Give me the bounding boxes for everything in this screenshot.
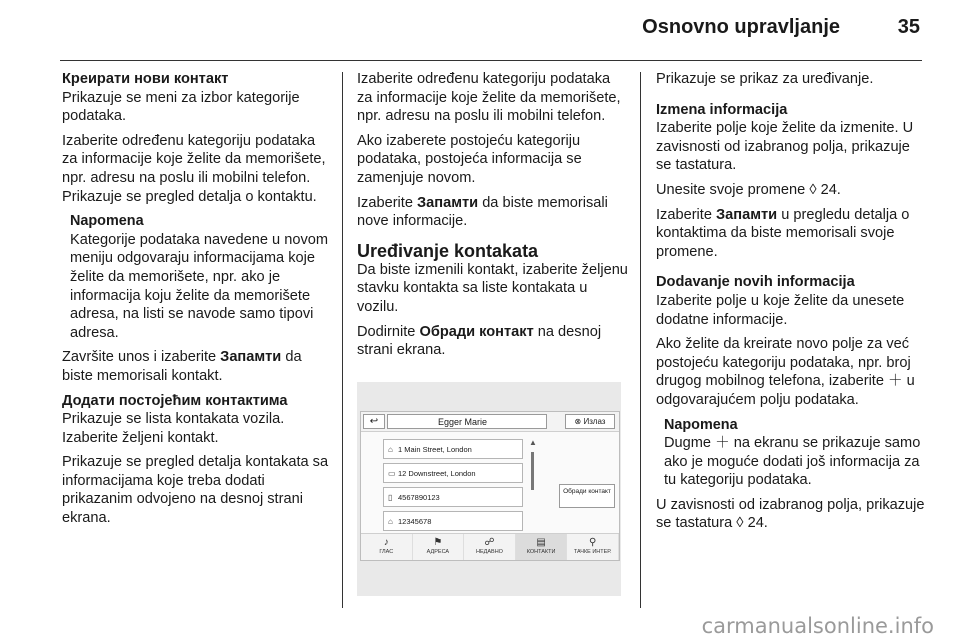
text: na desnoj strani ekrana. — [357, 323, 602, 359]
paragraph: Izaberite polje u koje želite da unesete dodatne informacije. — [656, 292, 905, 328]
paragraph — [357, 323, 629, 360]
text: u pregledu detalja o kontaktima da biste memorisali svoje promene. — [656, 206, 910, 260]
tab-label: ГЛАС — [379, 549, 394, 555]
tab-label: НЕДАВНО — [476, 549, 503, 555]
infotainment-screen — [360, 411, 620, 561]
menu-term: Запамти — [417, 194, 479, 211]
delete-button[interactable]: ⊗ Излаз — [565, 414, 615, 429]
row-text: 1 Main Street, London — [398, 445, 472, 454]
row-text: 4567890123 — [398, 493, 440, 502]
note-heading: Napomena — [664, 416, 738, 433]
paragraph: Ako izaberete postojeću kategoriju podataka, postojeća informacija se zamenjuje novom. — [357, 132, 582, 186]
bottom-tab-bar — [361, 533, 619, 560]
contact-name-field[interactable]: Egger Marie — [387, 414, 547, 429]
tab-label: КОНТАКТИ — [526, 549, 556, 555]
contact-detail-row[interactable] — [383, 487, 523, 507]
tab-poi[interactable] — [567, 534, 619, 560]
paragraph: Da biste izmenili kontakt, izaberite željenu stavku kontakta sa liste kontakata u vozilu. — [357, 261, 628, 315]
tab-recent[interactable] — [464, 534, 516, 560]
tab-label: АДРЕСА — [426, 549, 450, 555]
paragraph — [656, 206, 928, 262]
text: Izaberite — [357, 194, 418, 211]
screen-top-bar — [361, 412, 619, 432]
chevron-up-icon[interactable]: ▲ — [529, 438, 537, 447]
column-1 — [62, 70, 332, 534]
paragraph: Izaberite polje koje želite da izmenite. U zavisnosti od izabranog polja, prikazuje se tastatura. — [656, 120, 914, 174]
row-text: 12345678 — [398, 517, 432, 526]
mobile-phone-icon: ▯ — [388, 493, 393, 502]
contact-detail-row[interactable] — [383, 463, 523, 483]
tab-label: ТАЧКЕ ИНТЕР. — [573, 549, 612, 555]
note-heading: Napomena — [70, 213, 144, 230]
menu-term: Обради контакт — [419, 323, 534, 340]
menu-term: Запамти — [220, 349, 282, 366]
screen-figure — [357, 382, 621, 596]
tab-voice[interactable] — [361, 534, 413, 560]
paragraph: Izaberite određenu kategoriju podataka za informacije koje želite da memorišete, npr. adresu na poslu ili mobilni telefon. Prikazuje se pregled detalja o kontaktu. — [62, 132, 326, 205]
recent-icon: ☍ — [484, 537, 495, 548]
header-divider — [60, 60, 922, 61]
contact-detail-row[interactable] — [383, 439, 523, 459]
poi-icon: ⚲ — [589, 537, 597, 548]
back-button[interactable]: ↩ — [363, 414, 385, 429]
column-3 — [656, 70, 928, 539]
tab-contacts[interactable] — [516, 534, 568, 560]
paragraph: Prikazuje se meni za izbor kategorije podataka. — [62, 89, 300, 125]
column-divider — [342, 72, 343, 608]
row-text: 12 Downstreet, London — [398, 469, 476, 478]
paragraph: Prikazuje se lista kontakata vozila. Izaberite željeni kontakt. — [62, 411, 285, 446]
note-text: Dugme ＋ na ekranu se prikazuje samo ako je moguće dodati još informacija za tu kategoriju podataka. — [664, 435, 921, 489]
subheading-add-existing: Додати постојећим контактима — [62, 392, 288, 409]
paragraph: Unesite svoje promene ◊ 24. — [656, 181, 841, 198]
page-number: 35 — [897, 16, 920, 38]
text: Završite unos i izaberite — [62, 349, 221, 366]
column-divider — [640, 72, 641, 608]
edit-contact-button[interactable]: Обради контакт — [559, 484, 615, 508]
scroll-thumb[interactable] — [531, 452, 534, 490]
tab-address[interactable] — [413, 534, 465, 560]
paragraph: U zavisnosti od izabranog polja, prikazuje se tastatura ◊ 24. — [656, 496, 925, 532]
work-icon: ▭ — [388, 469, 396, 478]
subheading-change-info: Izmena informacija — [656, 101, 788, 118]
menu-term: Запамти — [716, 206, 778, 223]
note-block — [656, 416, 928, 490]
text: da biste memorisali kontakt. — [62, 349, 302, 384]
note-block — [62, 212, 332, 342]
watermark: carmanualsonline.info — [701, 614, 934, 638]
contacts-icon: ▤ — [536, 537, 546, 548]
home-phone-icon: ⌂ — [388, 517, 393, 526]
paragraph: Prikazuje se pregled detalja kontakata sa informacijama koje treba dodati prikazanim odvojeno na desnoj strani ekrana. — [62, 454, 329, 527]
contact-detail-row[interactable] — [383, 511, 523, 531]
scrollbar[interactable] — [528, 438, 538, 518]
column-2 — [357, 70, 629, 366]
note-text: Kategorije podataka navedene u novom meniju odgovaraju informacijama koje želite da memorišete, npr. ako je informacija koju želite da memorišete adresa, na listi se navode samo tipovi adresa. — [70, 231, 329, 341]
subheading-add-info: Dodavanje novih informacija — [656, 274, 855, 291]
paragraph: Izaberite određenu kategoriju podataka za informacije koje želite da memorišete, npr. adresu na poslu ili mobilni telefon. — [357, 71, 621, 125]
page-header-title: Osnovno upravljanje — [642, 16, 840, 38]
paragraph: Prikazuje se prikaz za uređivanje. — [656, 71, 874, 87]
paragraph: Ako želite da kreirate novo polje za već postojeću kategoriju podataka, npr. broj drugog mobilnog telefona, izaberite ＋ u odgovarajućem polju podataka. — [656, 336, 915, 408]
text: Izaberite — [656, 206, 717, 223]
section-heading-edit-contacts: Uređivanje kontakata — [357, 240, 539, 261]
subheading-create-contact: Креирати нови контакт — [62, 71, 229, 87]
paragraph — [357, 194, 629, 231]
flag-icon: ⚑ — [433, 537, 443, 548]
text: da biste memorisali nove informacije. — [357, 194, 608, 230]
paragraph — [62, 348, 332, 385]
voice-icon: ♪ — [383, 537, 389, 548]
home-icon: ⌂ — [388, 445, 393, 454]
text: Dodirnite — [357, 323, 420, 340]
